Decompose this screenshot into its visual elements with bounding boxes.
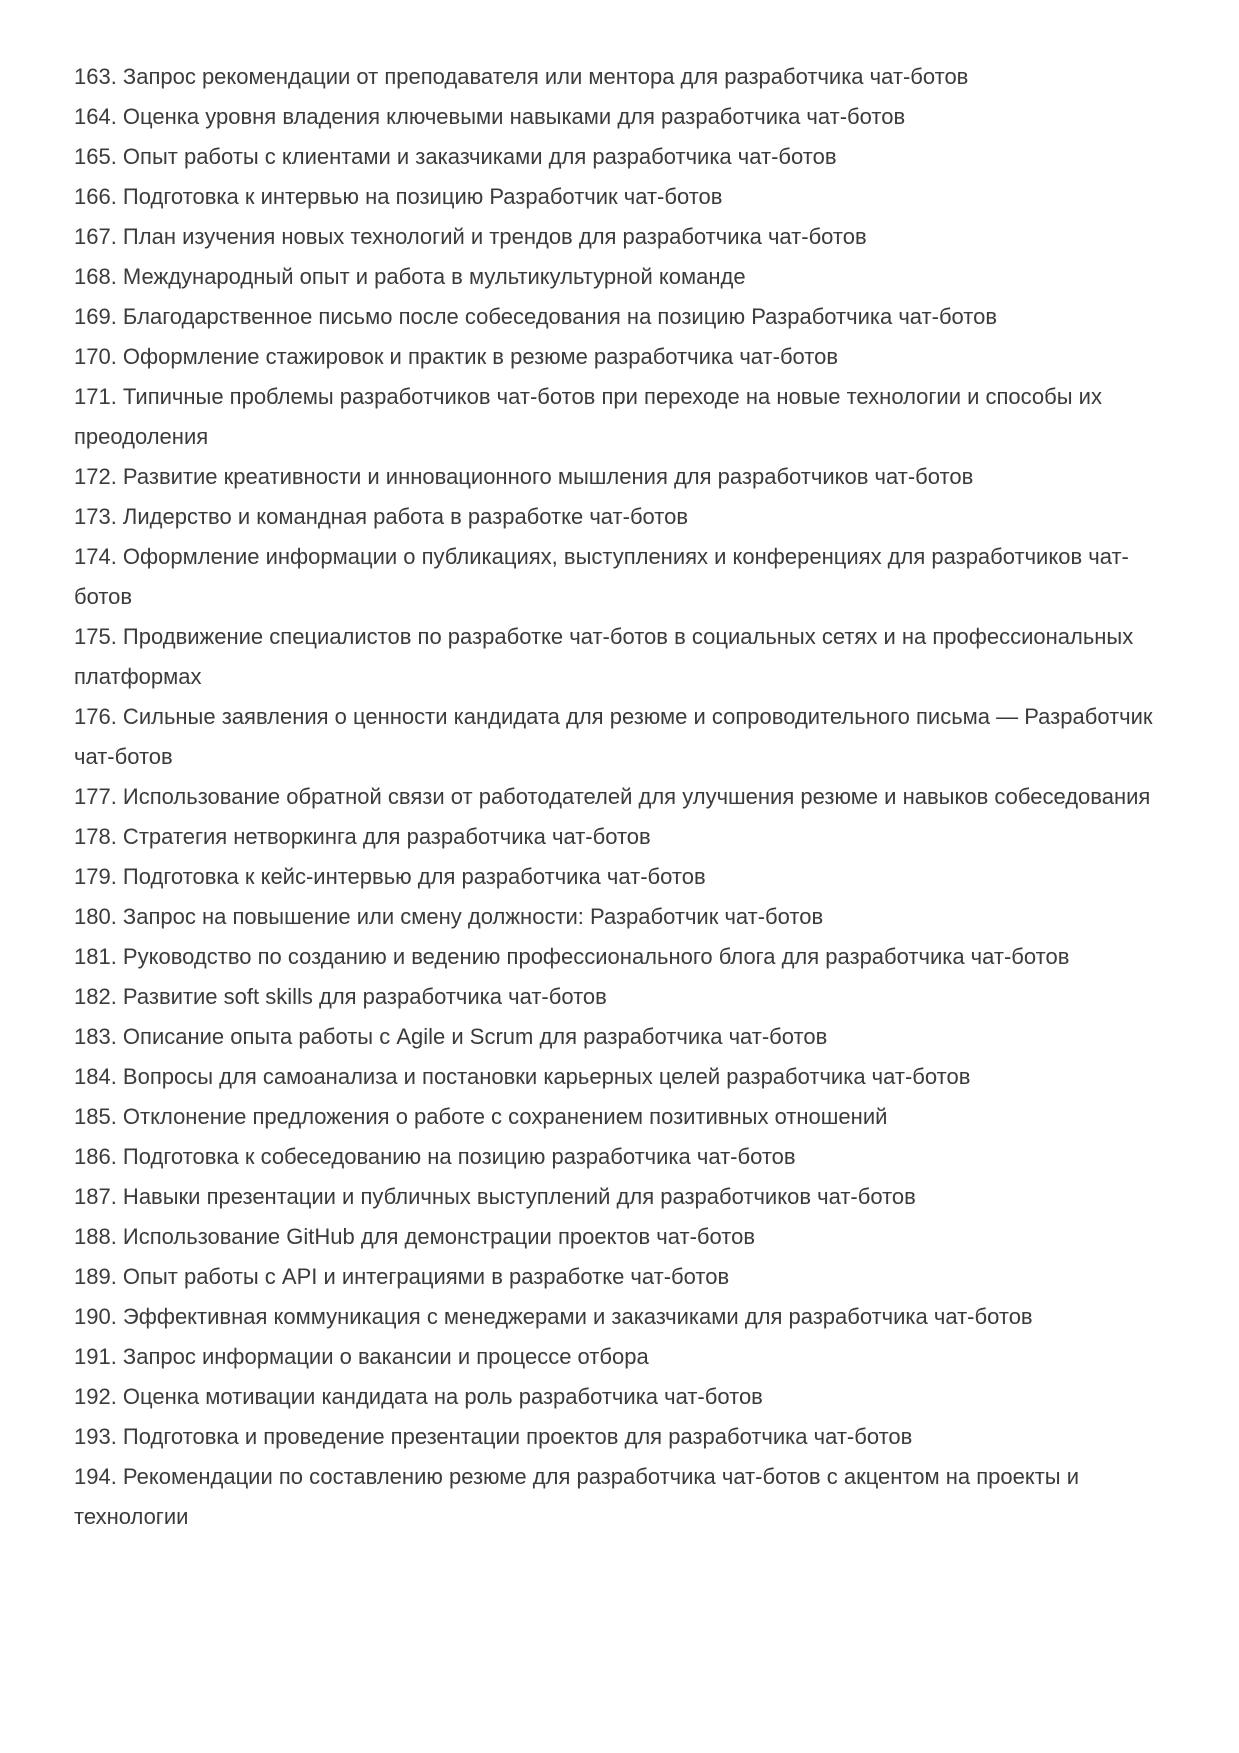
list-item: 175. Продвижение специалистов по разработке чат-ботов в социальных сетях и на профессиональных платформах	[74, 624, 1134, 689]
list-item: 183. Описание опыта работы с Agile и Scrum для разработчика чат-ботов	[74, 1024, 828, 1049]
list-item: 165. Опыт работы с клиентами и заказчиками для разработчика чат-ботов	[74, 144, 837, 169]
list-item: 167. План изучения новых технологий и трендов для разработчика чат-ботов	[74, 224, 867, 249]
list-item: 182. Развитие soft skills для разработчика чат-ботов	[74, 984, 607, 1009]
list-item: 168. Международный опыт и работа в мультикультурной команде	[74, 264, 746, 289]
list-item: 184. Вопросы для самоанализа и постановки карьерных целей разработчика чат-ботов	[74, 1064, 971, 1089]
list-item: 179. Подготовка к кейс-интервью для разработчика чат-ботов	[74, 864, 706, 889]
list-item: 173. Лидерство и командная работа в разработке чат-ботов	[74, 504, 689, 529]
list-item: 180. Запрос на повышение или смену должности: Разработчик чат-ботов	[74, 904, 824, 929]
list-item: 171. Типичные проблемы разработчиков чат-ботов при переходе на новые технологии и способы их преодоления	[74, 384, 1102, 449]
list-item: 169. Благодарственное письмо после собеседования на позицию Разработчика чат-ботов	[74, 304, 998, 329]
list-item: 190. Эффективная коммуникация с менеджерами и заказчиками для разработчика чат-ботов	[74, 1304, 1033, 1329]
list-item: 194. Рекомендации по составлению резюме для разработчика чат-ботов с акцентом на проекты и технологии	[74, 1464, 1080, 1529]
list-item: 164. Оценка уровня владения ключевыми навыками для разработчика чат-ботов	[74, 104, 906, 129]
list-item: 178. Стратегия нетворкинга для разработчика чат-ботов	[74, 824, 651, 849]
list-item: 166. Подготовка к интервью на позицию Разработчик чат-ботов	[74, 184, 723, 209]
list-item: 188. Использование GitHub для демонстрации проектов чат-ботов	[74, 1224, 756, 1249]
list-item: 181. Руководство по созданию и ведению профессионального блога для разработчика чат-ботов	[74, 944, 1070, 969]
list-item: 170. Оформление стажировок и практик в резюме разработчика чат-ботов	[74, 344, 839, 369]
list-item: 193. Подготовка и проведение презентации проектов для разработчика чат-ботов	[74, 1424, 913, 1449]
list-item: 186. Подготовка к собеседованию на позицию разработчика чат-ботов	[74, 1144, 796, 1169]
list-item: 172. Развитие креативности и инновационного мышления для разработчиков чат-ботов	[74, 464, 974, 489]
list-item: 176. Сильные заявления о ценности кандидата для резюме и сопроводительного письма — Разработчик чат-ботов	[74, 704, 1153, 769]
list-item: 174. Оформление информации о публикациях, выступлениях и конференциях для разработчиков чат-ботов	[74, 544, 1129, 609]
list-item: 185. Отклонение предложения о работе с сохранением позитивных отношений	[74, 1104, 888, 1129]
list-item: 177. Использование обратной связи от работодателей для улучшения резюме и навыков собеседования	[74, 784, 1151, 809]
list-item: 191. Запрос информации о вакансии и процессе отбора	[74, 1344, 649, 1369]
list-item: 187. Навыки презентации и публичных выступлений для разработчиков чат-ботов	[74, 1184, 916, 1209]
list-item: 189. Опыт работы с API и интеграциями в разработке чат-ботов	[74, 1264, 730, 1289]
list-item: 192. Оценка мотивации кандидата на роль разработчика чат-ботов	[74, 1384, 763, 1409]
list-item: 163. Запрос рекомендации от преподавателя или ментора для разработчика чат-ботов	[74, 64, 969, 89]
